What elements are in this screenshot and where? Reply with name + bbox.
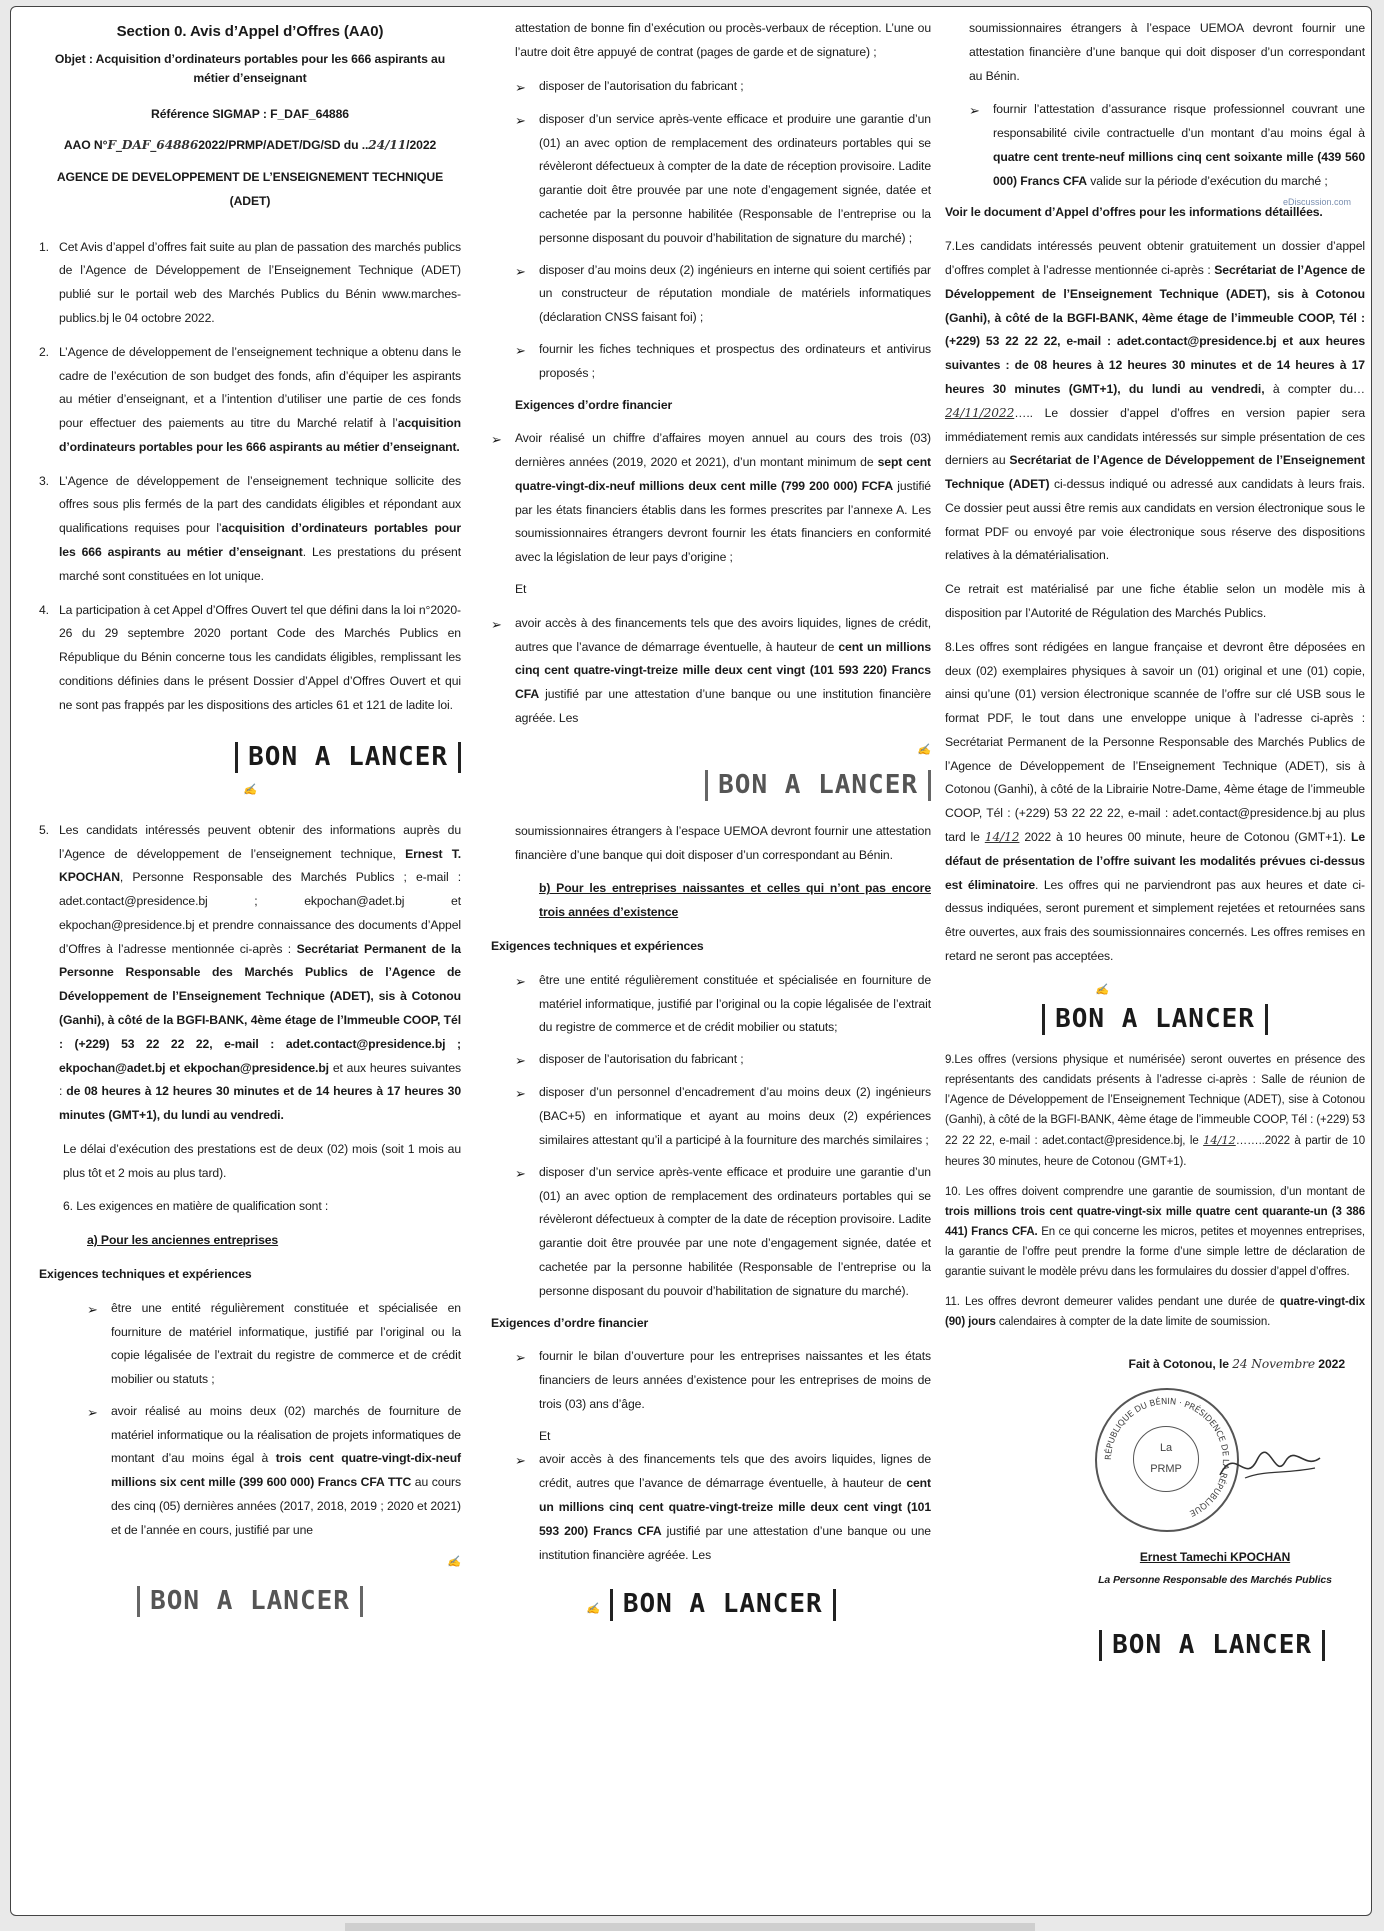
official-seal: RÉPUBLIQUE DU BÉNIN · PRÉSIDENCE DE LA RÉPUBLIQUE La PRMP (1095, 1388, 1239, 1532)
conjunction-et: Et (539, 1428, 551, 1443)
site-watermark: eDiscussion.com (1282, 197, 1351, 207)
approval-stamp: BON A LANCER (945, 1004, 1365, 1036)
list-item: ➢ avoir accès à des financements tels que des avoirs liquides, lignes de crédit, autres que l’avance de démarrage éventuelle, à hauteur de cent un millions cinq cent quatre-vingt-treize mille deux cent vingt (101 593 220) Francs CFA justifié par une attestation d’une banque ou une institution financière agréée. Les (491, 615, 932, 725)
svg-text:RÉPUBLIQUE DU BÉNIN · PRÉSIDEN: RÉPUBLIQUE DU BÉNIN · PRÉSIDENCE DE LA RÉPUBLIQUE (1103, 1397, 1231, 1519)
paragraph-10: 10. Les offres doivent comprendre une garantie de soumission, d’un montant de trois millions trois cent quatre-vingt-six mille quatre cent quarante-un (3 386 441) Francs CFA. En ce qui concerne les micros, petites et moyennes entreprises, la garantie de l’offre peut prendre la forme d’une simple lettre de déclaration de garantie suivant le modèle prévu dans les formulaires du dossier d’appel d’offres. (945, 1185, 1365, 1279)
initials-mark: ✍ (1095, 982, 1109, 996)
initials-mark: ✍ (447, 1554, 461, 1568)
paragraph-3: 3. L’Agence de développement de l’enseignement technique sollicite des offres sous plis fermés de la part des candidats éligibles et répondant aux qualifications requises pour l’acquisition d’ordinateurs portables pour les 666 aspirants au métier d’enseignant. Les prestations du présent marché sont constituées en lot unique. (39, 473, 461, 583)
signatory-name: Ernest Tamechi KPOCHAN (1139, 1550, 1291, 1565)
list-item: ➢ disposer d’au moins deux (2) ingénieurs en interne qui soient certifiés par un constructeur de réputation mondiale de matériels informatiques (déclaration CNSS faisant foi) ; (515, 262, 931, 325)
place-date-line: Fait à Cotonou, le 24 Novembre 2022 (1128, 1356, 1345, 1371)
list-item: ➢ Avoir réalisé un chiffre d’affaires moyen annuel au cours des trois (03) dernières années (2019, 2020 et 2021), d’un montant minimum de sept cent quatre-vingt-dix-neuf millions deux cent mille (799 200 000) FCFA justifié par les états financiers établis dans les formes prescrites par l’annexe A. Les soumissionnaires étrangers devront fournir les états financiers en conformité avec la législation de leur pays d’origine ; (491, 431, 931, 565)
sigmap-reference: Référence SIGMAP : F_DAF_64886 (151, 106, 349, 121)
signatory-role: La Personne Responsable des Marchés Publics (1098, 1573, 1332, 1586)
paragraph-7: 7.Les candidats intéressés peuvent obtenir gratuitement un dossier d’appel d’offres complet à l’adresse mentionnée ci-après : Secrétariat de l’Agence de Développement de l’Enseignement Technique (ADET), sis à Cotonou (Ganhi), à côté de la BGFI-BANK, 4ème étage de l’immeuble COOP, Tél : (+229) 53 22 22 22, e-mail : adet.contact@presidence.bj et aux heures suivantes : de 08 heures à 12 heures 30 minutes et de 14 heures à 17 heures 30 minutes (GMT+1), du lundi au vendredi, à compter du…24/11/2022….. Le dossier d’appel d’offres en version papier sera immédiatement remis aux candidats intéressés sur simple présentation de ces derniers au Secrétariat de l’Agence de Développement de l’Enseignement Technique (ADET) ci-dessus indiqué ou adressé aux candidats à leurs frais. Ce dossier peut aussi être remis aux candidats en version électronique sous le format PDF ou envoyé par voie électronique sous réserve des dispositions relatives à la dématérialisation. (945, 239, 1366, 563)
objet-line: Objet : Acquisition d’ordinateurs portables pour les 666 aspirants au métier d’enseignant (54, 51, 446, 86)
list-item: ➢ disposer d’un personnel d’encadrement d’au moins deux (2) ingénieurs (BAC+5) en informatique et ayant au moins deux (2) expériences similaires attestant qu’il a participé à la fourniture des marchés similaires ; (515, 1085, 931, 1148)
approval-stamp: BON A LANCER (39, 1586, 461, 1618)
list-item: ➢ fournir les fiches techniques et prospectus des ordinateurs et antivirus proposés ; (515, 341, 931, 380)
horizontal-scrollbar[interactable] (345, 1923, 1035, 1931)
list-item: ➢ fournir le bilan d’ouverture pour les entreprises naissantes et les états financiers de leurs années d’existence pour les entreprises de moins de trois (03) ans d’âge. (515, 1349, 931, 1411)
document-page (10, 6, 1372, 1916)
continuation-text: attestation de bonne fin d’exécution ou procès-verbaux de réception. L’une ou l’autre doit être appuyé de contrat (pages de garde et de signature) ; (515, 21, 931, 59)
delai-execution: Le délai d’exécution des prestations est de deux (02) mois (soit 1 mois au plus tôt et 2 mois au plus tard). (63, 1141, 461, 1180)
approval-stamp: BON A LANCER (945, 1630, 1325, 1662)
signature-area (945, 1380, 1365, 1540)
heading-exigences-techniques: Exigences techniques et expériences (491, 939, 704, 953)
approval-stamp: ✍ BON A LANCER (491, 1589, 931, 1621)
list-item: ➢ disposer de l’autorisation du fabricant ; (515, 78, 744, 95)
section-title: Section 0. Avis d’Appel d’Offres (AA0) (116, 23, 384, 40)
paragraph-11: 11. Les offres devront demeurer valides pendant une durée de quatre-vingt-dix (90) jours calendaires à compter de la date limite de soumission. (945, 1296, 1365, 1329)
paragraph-2: 2. L’Agence de développement de l’enseignement technique a obtenu dans le cadre de l’exécution de son budget des fonds, afin d’équiper les aspirants au métier d’enseignant, et a l’intention d’utiliser une partie de ces fonds pour effectuer des paiements au titre du Marché relatif à l’acquisition d’ordinateurs portables pour les 666 aspirants au métier d’enseignant. (39, 344, 461, 454)
handwritten-signature (1215, 1440, 1325, 1490)
list-item: ➢ avoir accès à des financements tels que des avoirs liquides, lignes de crédit, autres que l’avance de démarrage éventuelle, à hauteur de cent un millions cinq cent quatre-vingt-treize mille deux cent vingt (101 593 200) Francs CFA justifié par une attestation d’une banque ou une institution financière agréée. Les (515, 1452, 931, 1562)
list-item: ➢ être une entité régulièrement constituée et spécialisée en fourniture de matériel informatique, justifié par l’original ou la copie légalisée de l’extrait du registre de commerce et de crédit mobilier ou statuts ; (87, 1300, 461, 1387)
paragraph-7-retrait: Ce retrait est matérialisé par une fiche établie selon un modèle mis à disposition par l’Autorité de Régulation des Marchés Publics. (945, 582, 1365, 620)
paragraph-9: 9.Les offres (versions physique et numérisée) seront ouvertes en présence des représentants des candidats présents à l’adresse ci-après : Salle de réunion de l’Agence de Développement de l’Enseignement Technique (ADET), sise à Cotonou (Ganhi), à côté de la BGFI-BANK, 4ème étage de l’immeuble COOP, Tél : (+229) 53 22 22 22, e-mail : adet.contact@presidence.bj, le 14/12……..2022 à partir de 10 heures 30 minutes, heure de Cotonou (GMT+1). (945, 1053, 1365, 1168)
approval-stamp: BON A LANCER (39, 742, 461, 774)
list-item: ➢ être une entité régulièrement constituée et spécialisée en fourniture de matériel informatique, justifié par l’original ou la copie légalisée de l’extrait du registre de commerce et de crédit mobilier ou statuts; (515, 972, 931, 1035)
initials-mark: ✍ (917, 742, 931, 756)
voir-document-line: Voir le document d’Appel d’offres pour les informations détaillées. (945, 205, 1323, 220)
aao-number: AAO N°F_DAF_648862022/PRMP/ADET/DG/SD du ..24/11/2022 (63, 138, 437, 153)
column-2 (491, 17, 931, 1633)
heading-exigences-financieres: Exigences d’ordre financier (491, 1315, 649, 1330)
conjunction-et: Et (515, 581, 527, 596)
list-item: ➢ disposer de l’autorisation du fabricant ; (515, 1052, 744, 1069)
heading-exigences-techniques: Exigences techniques et expériences (39, 1267, 252, 1281)
subsection-a: a) Pour les anciennes entreprises (87, 1233, 279, 1248)
paragraph-5: 5. Les candidats intéressés peuvent obtenir des informations auprès du l’Agence de développement de l’enseignement technique, Ernest T. KPOCHAN, Personne Responsable des Marchés Publics ; e-mail : adet.contact@presidence.bj ; ekpochan@adet.bj et ekpochan@presidence.bj et prendre connaissance des documents d’Appel d’Offres à l’adresse mentionnée ci-après : Secrétariat Permanent de la Personne Responsable des Marchés Publics de l’Agence de Développement de l’Enseignement Technique (ADET), sis à Cotonou (Ganhi), à côté de la BGFI-BANK, 4ème étage de l’Immeuble COOP, Tél : (+229) 53 22 22 22, e-mail : adet.contact@presidence.bj ; ekpochan@adet.bj et ekpochan@presidence.bj et aux heures suivantes : de 08 heures à 12 heures 30 minutes et de 14 heures à 17 heures 30 minutes (GMT+1), du lundi au vendredi. (39, 822, 461, 1123)
continuation-text: soumissionnaires étrangers à l’espace UEMOA devront fournir une attestation financière d’une banque qui doit disposer d’un correspondant au Bénin. (515, 823, 931, 862)
heading-exigences-financieres: Exigences d’ordre financier (515, 397, 673, 412)
list-item: ➢ fournir l’attestation d’assurance risque professionnel couvrant une responsabilité civile contractuelle d’un montant d’au moins égal à quatre cent trente-neuf millions cinq cent soixante mille (439 560 000) Francs CFA valide sur la période d’exécution du marché ; (969, 102, 1365, 188)
column-3 (945, 17, 1365, 1674)
initials-mark: ✍ (243, 783, 257, 797)
paragraph-4: 4. La participation à cet Appel d’Offres Ouvert tel que défini dans la loi n°2020-26 du 29 septembre 2020 portant Code des Marchés Publics en République du Bénin concerne tous les candidats éligibles, remplissant les conditions définies dans le présent Dossier d’Appel d’Offres Ouvert et qui ne sont pas frappés par les dispositions des articles 61 et 121 de ladite loi. (39, 602, 461, 712)
agency-name: AGENCE DE DEVELOPPEMENT DE L’ENSEIGNEMENT TECHNIQUE (ADET) (56, 170, 444, 208)
column-1 (39, 17, 461, 1630)
approval-stamp: BON A LANCER (491, 770, 931, 802)
list-item: ➢ disposer d’un service après-vente efficace et produire une garantie d’un (01) an avec option de remplacement des ordinateurs portables qui se révèleront défectueux à compter de la date de réception provisoire. Ladite garantie doit être prouvée par une note d’engagement signée, datée et cachetée par la personne habilitée (Responsable de l’entreprise ou la personne disposant du pouvoir d’habilitation de signature du marché). (515, 1164, 931, 1298)
list-item: ➢ disposer d’un service après-vente efficace et produire une garantie d’un (01) an avec option de remplacement des ordinateurs portables qui se révèleront défectueux à compter de la date de réception provisoire. Ladite garantie doit être prouvée par une note d’engagement signée, datée et cachetée par la personne habilitée (Responsable de l’entreprise ou la personne disposant du pouvoir d’habilitation de signature du marché) ; (515, 111, 931, 245)
signatory-block (945, 1546, 1365, 1590)
paragraph-8: 8.Les offres sont rédigées en langue française et devront être déposées en deux (02) exemplaires physiques à savoir un (01) original et une (01) copie, ainsi qu’une (01) version électronique scannée de l’offre sur clé USB sous le format PDF, le tout dans une enveloppe unique à l’adresse ci-après : Secrétariat Permanent de la Personne Responsable des Marchés Publics de l’Agence de Développement de l’Enseignement Technique (ADET), sis à Cotonou (Ganhi), à côté de la Librairie Notre-Dame, 4ème étage de l’immeuble COOP, Tél : (+229) 53 22 22 22, e-mail : adet.contact@presidence.bj au plus tard le 14/12 2022 à 10 heures 00 minute, heure de Cotonou (GMT+1). Le défaut de présentation de l’offre suivant les modalités prévues ci-dessus est éliminatoire. Les offres qui ne parviendront pas aux heures et date ci-dessus indiquées, seront purement et simplement rejetées et retournées sans être ouvertes, aux frais des soumissionnaires concernés. Les offres remises en retard ne seront pas acceptées. (945, 639, 1365, 963)
continuation-text: soumissionnaires étrangers à l’espace UEMOA devront fournir une attestation financière d’une banque qui doit disposer d’un correspondant au Bénin. (969, 21, 1365, 83)
list-item: ➢ avoir réalisé au moins deux (02) marchés de fourniture de matériel informatique ou la réalisation de projets informatiques de montant d’au moins égal à trois cent quatre-vingt-dix-neuf millions six cent mille (399 600 000) Francs CFA TTC au cours des cinq (05) dernières années (2017, 2018, 2019 ; 2020 et 2021) et de l’année en cours, justifié par une (87, 1403, 462, 1537)
paragraph-1: 1. Cet Avis d’appel d’offres fait suite au plan de passation des marchés publics de l’Agence de Développement de l’Enseignement Technique (ADET) publié sur le portail web des Marchés Publics du Bénin www.marches-publics.bj le 04 octobre 2022. (39, 239, 461, 325)
subsection-b: b) Pour les entreprises naissantes et celles qui n’ont pas encore trois années d’existence (539, 881, 931, 920)
paragraph-6: 6. Les exigences en matière de qualification sont : (63, 1199, 329, 1214)
